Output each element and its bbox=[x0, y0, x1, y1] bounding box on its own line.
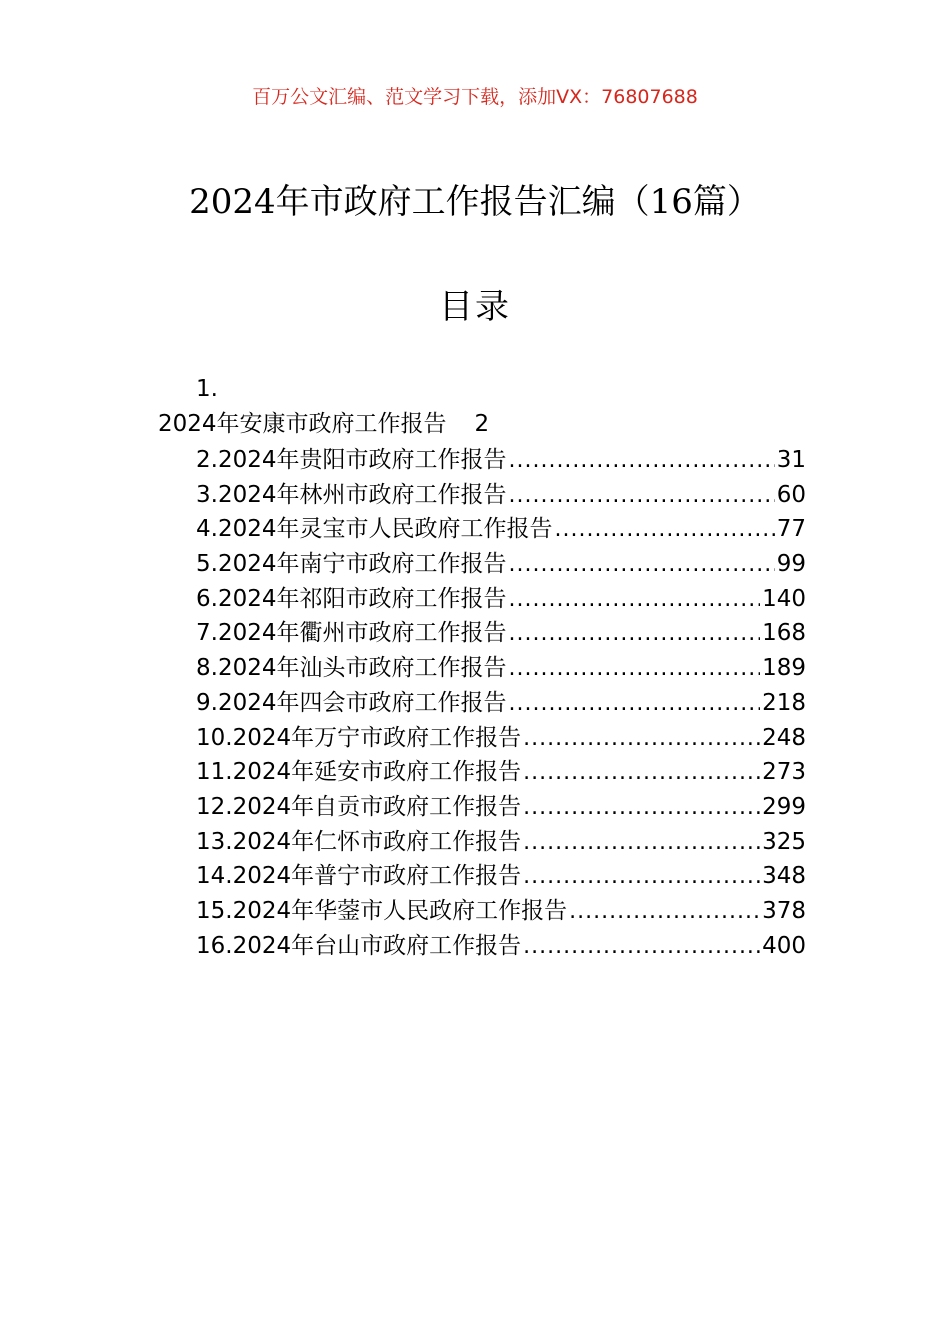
toc-leader-dots bbox=[508, 444, 774, 479]
toc-item-label: 2.2024年贵阳市政府工作报告 bbox=[196, 447, 507, 473]
toc-item-14[interactable] bbox=[196, 859, 806, 894]
toc-item-5[interactable] bbox=[196, 547, 806, 582]
toc-item-label: 5.2024年南宁市政府工作报告 bbox=[196, 551, 507, 578]
download-banner: 百万公文汇编、范文学习下载，添加VX：76807688 bbox=[252, 86, 698, 108]
toc-item-11[interactable] bbox=[196, 755, 806, 790]
toc-item-label: 16.2024年台山市政府工作报告 bbox=[196, 932, 522, 959]
toc-item-label: 7.2024年衢州市政府工作报告 bbox=[196, 620, 507, 647]
toc-item-page: 325 bbox=[762, 828, 806, 855]
toc-item-page: 248 bbox=[762, 724, 806, 751]
toc-item-6[interactable] bbox=[196, 582, 806, 617]
toc-leader-dots bbox=[523, 930, 760, 965]
toc-item-12[interactable] bbox=[196, 790, 806, 825]
toc-item-label: 11.2024年延安市政府工作报告 bbox=[196, 759, 522, 786]
toc-item-1-number: 1. bbox=[196, 376, 218, 402]
toc-item-1[interactable] bbox=[158, 407, 489, 441]
toc-item-page: 218 bbox=[762, 689, 806, 716]
toc-heading: 目录 bbox=[439, 287, 511, 327]
toc-leader-dots bbox=[508, 548, 774, 583]
toc-item-label: 10.2024年万宁市政府工作报告 bbox=[196, 724, 522, 751]
toc-leader-dots bbox=[554, 513, 774, 548]
toc-item-label: 13.2024年仁怀市政府工作报告 bbox=[196, 828, 522, 855]
toc-leader-dots bbox=[508, 687, 760, 722]
toc-item-page: 140 bbox=[762, 585, 806, 612]
toc-item-page: 77 bbox=[776, 516, 806, 543]
toc-leader-dots bbox=[508, 583, 760, 618]
toc-leader-dots bbox=[523, 791, 760, 826]
toc-leader-dots bbox=[508, 617, 760, 652]
toc-item-page: 348 bbox=[762, 863, 806, 890]
toc-item-page: 378 bbox=[762, 897, 806, 924]
toc-item-13[interactable] bbox=[196, 825, 806, 860]
toc-item-page: 400 bbox=[762, 932, 806, 959]
document-title: 2024年市政府工作报告汇编（16篇） bbox=[189, 182, 761, 222]
toc-item-page: 168 bbox=[762, 620, 806, 647]
toc-item-label: 15.2024年华蓥市人民政府工作报告 bbox=[196, 897, 568, 924]
toc-item-label: 6.2024年祁阳市政府工作报告 bbox=[196, 585, 507, 612]
toc-item-label: 4.2024年灵宝市人民政府工作报告 bbox=[196, 516, 553, 543]
toc-item-page: 60 bbox=[776, 481, 806, 508]
toc-item-16[interactable] bbox=[196, 929, 806, 964]
table-of-contents bbox=[196, 443, 806, 963]
toc-item-page: 2 bbox=[474, 411, 490, 437]
toc-item-9[interactable] bbox=[196, 686, 806, 721]
toc-item-10[interactable] bbox=[196, 721, 806, 756]
toc-leader-dots bbox=[523, 722, 760, 757]
toc-leader-dots bbox=[508, 652, 760, 687]
toc-leader-dots bbox=[523, 826, 760, 861]
toc-item-page: 189 bbox=[762, 655, 806, 682]
toc-item-page: 273 bbox=[762, 759, 806, 786]
toc-item-4[interactable] bbox=[196, 512, 806, 547]
toc-leader-dots bbox=[508, 479, 774, 514]
toc-item-label: 8.2024年汕头市政府工作报告 bbox=[196, 655, 507, 682]
toc-item-2[interactable] bbox=[196, 443, 806, 478]
toc-item-page: 31 bbox=[776, 447, 806, 473]
toc-item-15[interactable] bbox=[196, 894, 806, 929]
toc-item-label: 2024年安康市政府工作报告 bbox=[158, 411, 447, 437]
toc-leader-dots bbox=[523, 860, 760, 895]
toc-item-page: 299 bbox=[762, 793, 806, 820]
toc-item-label: 14.2024年普宁市政府工作报告 bbox=[196, 863, 522, 890]
toc-item-3[interactable] bbox=[196, 478, 806, 513]
toc-item-label: 3.2024年林州市政府工作报告 bbox=[196, 481, 507, 508]
toc-item-label: 9.2024年四会市政府工作报告 bbox=[196, 689, 507, 716]
toc-item-7[interactable] bbox=[196, 616, 806, 651]
toc-leader-dots bbox=[523, 756, 760, 791]
toc-leader-dots bbox=[569, 895, 760, 930]
toc-item-page: 99 bbox=[776, 551, 806, 578]
toc-item-8[interactable] bbox=[196, 651, 806, 686]
toc-item-label: 12.2024年自贡市政府工作报告 bbox=[196, 793, 522, 820]
